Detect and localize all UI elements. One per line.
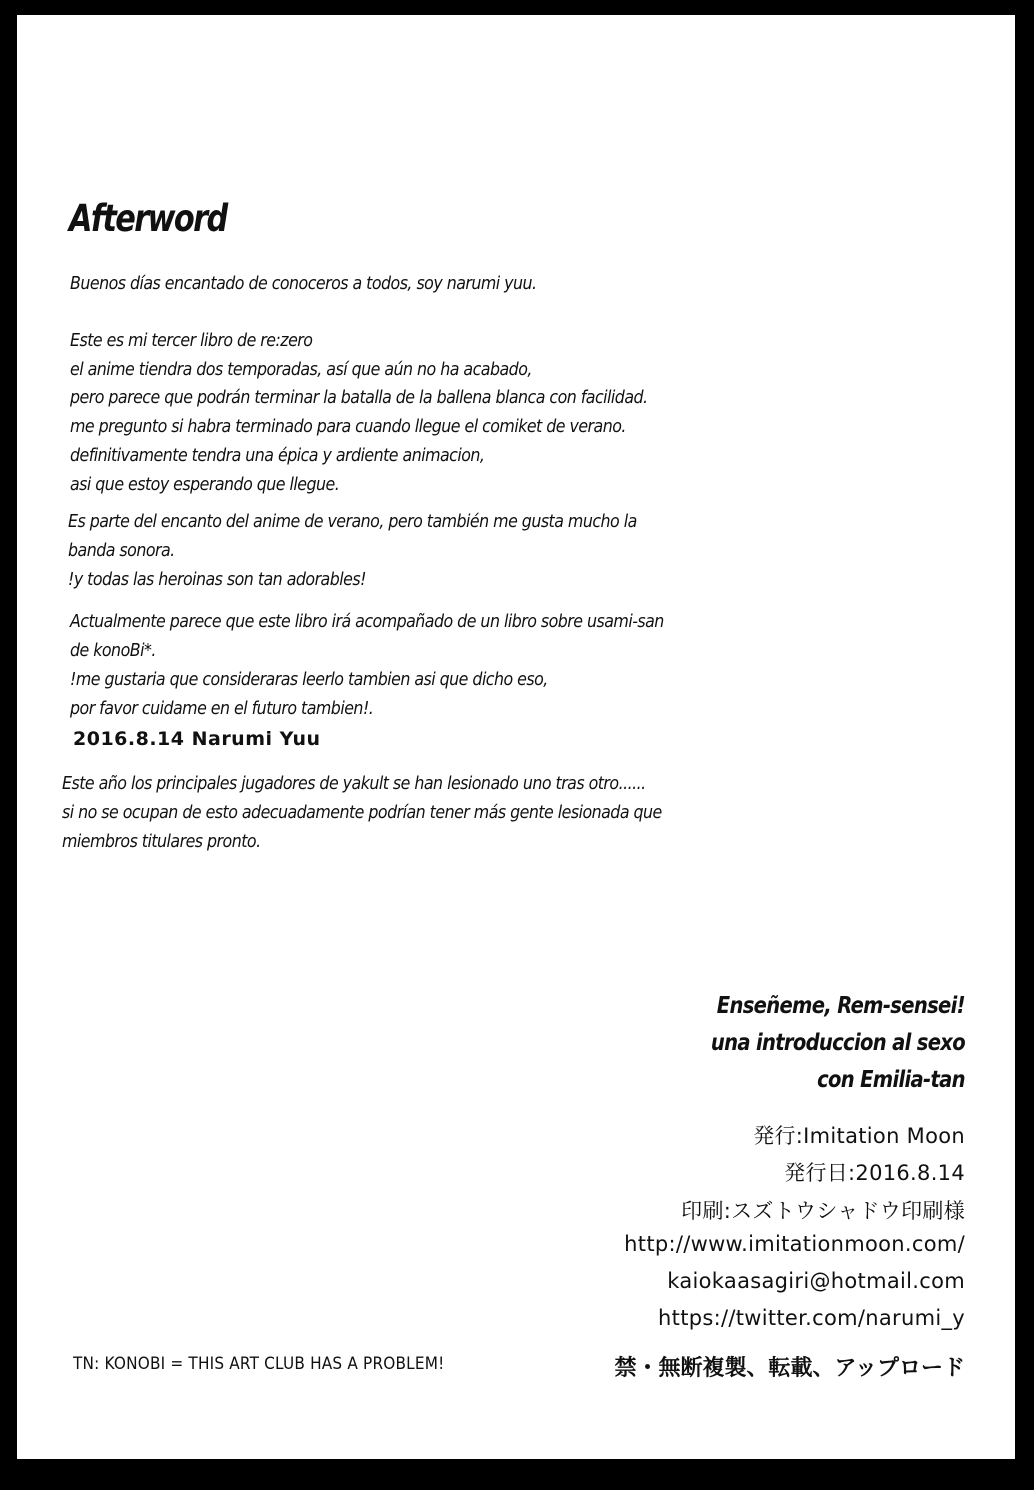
email-address: kaiokaasagiri@hotmail.com xyxy=(667,1269,965,1293)
paragraph-line: !y todas las heroinas son tan adorables! xyxy=(68,569,366,590)
signature: 2016.8.14 Narumi Yuu xyxy=(73,728,321,750)
book-title-line xyxy=(673,993,965,1019)
paragraph-line: pero parece que podrán terminar la batalla de la ballena blanca con facilidad. xyxy=(70,387,648,408)
book-title-line xyxy=(666,1030,965,1056)
afterword-title: Afterword xyxy=(69,197,227,240)
paragraph-line: de konoBi*. xyxy=(70,640,156,661)
book-title-line xyxy=(791,1067,965,1093)
page xyxy=(17,15,1015,1459)
paragraph-line: !me gustaria que consideraras leerlo tambien asi que dicho eso, xyxy=(70,669,548,690)
printer: 印刷:スズトウシャドウ印刷様 xyxy=(681,1199,965,1223)
postscript-line: Este año los principales jugadores de yakult se han lesionado uno tras otro...... xyxy=(62,773,646,794)
paragraph-line: el anime tiendra dos temporadas, así que aún no ha acabado, xyxy=(70,359,532,380)
paragraph-line: Buenos días encantado de conoceros a todos, soy narumi yuu. xyxy=(70,273,537,294)
paragraph-line: por favor cuidame en el futuro tambien!. xyxy=(70,698,374,719)
twitter-link: https://twitter.com/narumi_y xyxy=(658,1306,965,1330)
book-title-3: con Emilia-tan xyxy=(817,1067,965,1093)
postscript-line: miembros titulares pronto. xyxy=(62,831,261,852)
paragraph-line: definitivamente tendra una épica y ardiente animacion, xyxy=(70,445,485,466)
paragraph-line: Actualmente parece que este libro irá acompañado de un libro sobre usami-san xyxy=(70,611,664,632)
paragraph-line: asi que estoy esperando que llegue. xyxy=(70,474,340,495)
translator-note: TN: KONOBI = THIS ART CLUB HAS A PROBLEM! xyxy=(73,1354,445,1374)
book-title-1: Enseñeme, Rem-sensei! xyxy=(716,993,965,1019)
paragraph-line: Este es mi tercer libro de re:zero xyxy=(70,330,313,351)
copyright-notice: 禁・無断複製、転載、アップロード xyxy=(614,1356,965,1381)
website-link: http://www.imitationmoon.com/ xyxy=(624,1232,965,1256)
publish-date: 発行日:2016.8.14 xyxy=(784,1161,965,1185)
book-title-2: una introduccion al sexo xyxy=(710,1030,965,1056)
paragraph-line: banda sonora. xyxy=(68,540,175,561)
paragraph-line: Es parte del encanto del anime de verano, pero también me gusta mucho la xyxy=(68,511,637,532)
postscript-line: si no se ocupan de esto adecuadamente podrían tener más gente lesionada que xyxy=(62,802,662,823)
paragraph-line: me pregunto si habra terminado para cuando llegue el comiket de verano. xyxy=(70,416,626,437)
publisher: 発行:Imitation Moon xyxy=(753,1124,965,1148)
